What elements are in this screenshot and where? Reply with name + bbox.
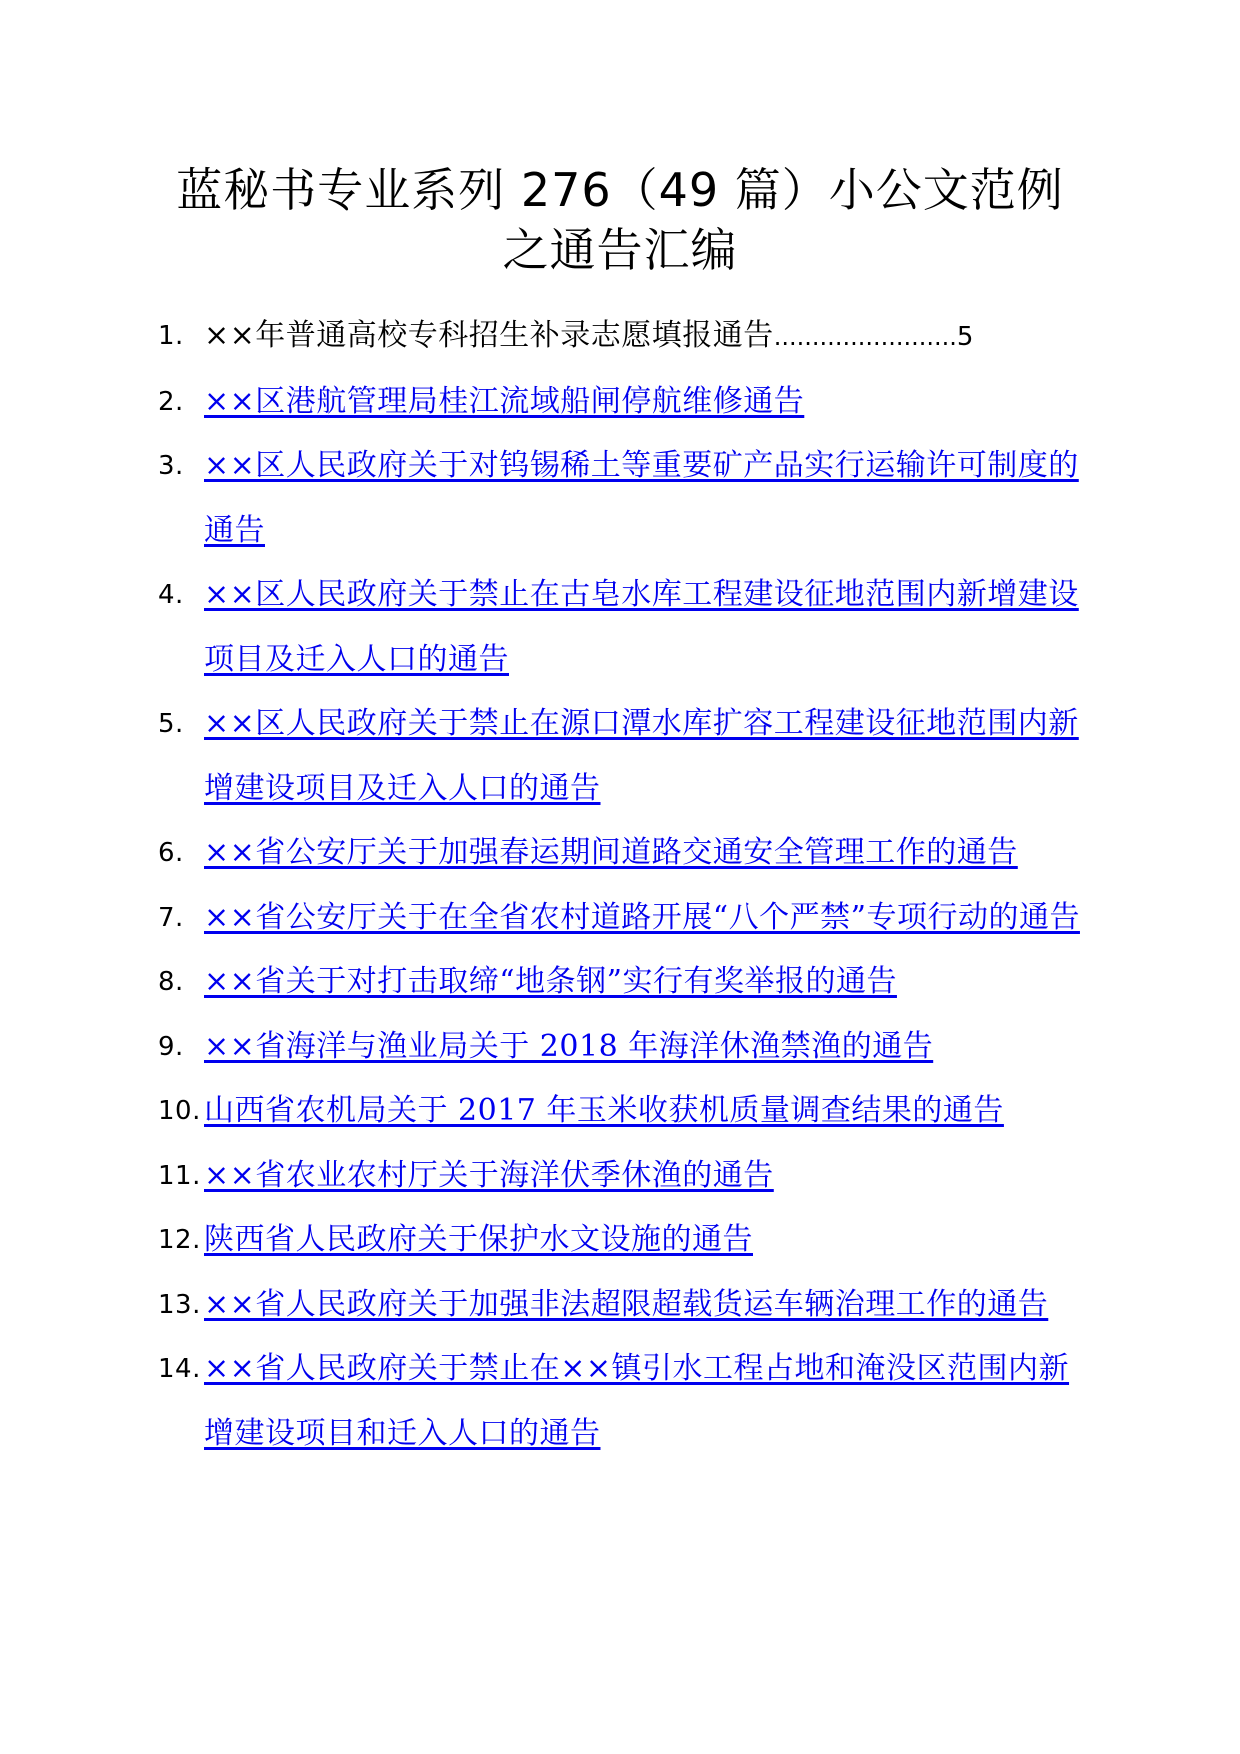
toc-entry[interactable] (158, 1273, 1098, 1338)
toc-entry-number: 2. (158, 386, 184, 417)
toc-entry-number: 10. (158, 1096, 201, 1126)
toc-entry-number: 12. (158, 1225, 201, 1255)
toc-entry-number: 3. (158, 451, 184, 481)
toc-entry[interactable] (158, 821, 1098, 886)
toc-entry[interactable] (158, 1015, 1098, 1080)
toc-entry (158, 304, 1098, 370)
toc-entry-link[interactable]: 陕西省人民政府关于保护水文设施的通告 (204, 1222, 753, 1257)
toc-page-number: 5 (956, 322, 974, 352)
toc-entry[interactable] (158, 692, 1098, 821)
toc-entry-link[interactable]: 山西省农机局关于 2017 年玉米收获机质量调查结果的通告 (204, 1093, 1004, 1128)
toc-entry-link[interactable]: ××省公安厅关于在全省农村道路开展“八个严禁”专项行动的通告 (204, 899, 1080, 935)
toc-entry-link[interactable]: ××省人民政府关于禁止在××镇引水工程占地和淹没区范围内新增建设项目和迁入人口的通告 (204, 1351, 1070, 1451)
toc-entry-number: 13. (158, 1289, 201, 1320)
title-line-2: 之通告汇编 (502, 223, 738, 277)
toc-entry-number: 11. (158, 1160, 201, 1191)
toc-entry-number: 9. (158, 1031, 184, 1062)
toc-entry-number: 1. (158, 321, 184, 351)
toc-entry-link[interactable]: ××省农业农村厅关于海洋伏季休渔的通告 (204, 1157, 774, 1193)
toc-entry[interactable] (158, 1079, 1098, 1144)
title-line-1: 蓝秘书专业系列 276（49 篇）小公文范例 (176, 163, 1064, 217)
toc-entry-number: 7. (158, 902, 184, 933)
toc-entry-title: ××年普通高校专科招生补录志愿填报通告 (204, 318, 774, 353)
toc-entry-link[interactable]: ××省海洋与渔业局关于 2018 年海洋休渔禁渔的通告 (204, 1028, 934, 1064)
toc-entry-number: 6. (158, 838, 184, 868)
toc-entry-link[interactable]: ××区人民政府关于禁止在古皂水库工程建设征地范围内新增建设项目及迁入人口的通告 (204, 577, 1079, 677)
table-of-contents (158, 304, 1098, 1466)
toc-entry-number: 8. (158, 967, 184, 997)
toc-entry-number: 14. (158, 1354, 201, 1384)
toc-entry-link[interactable]: ××区人民政府关于对钨锡稀土等重要矿产品实行运输许可制度的通告 (204, 448, 1079, 548)
toc-entry[interactable] (158, 1208, 1098, 1273)
toc-entry[interactable] (158, 1144, 1098, 1209)
toc-entry[interactable] (158, 886, 1098, 951)
toc-entry-link[interactable]: ××区人民政府关于禁止在源口潭水库扩容工程建设征地范围内新增建设项目及迁入人口的通告 (204, 706, 1079, 806)
toc-entry-number: 4. (158, 580, 184, 610)
toc-entry[interactable] (158, 950, 1098, 1015)
toc-dot-leader: ........................ (773, 323, 957, 351)
toc-entry-link[interactable]: ××省关于对打击取缔“地条钢”实行有奖举报的通告 (204, 964, 897, 999)
toc-entry-link[interactable]: ××区港航管理局桂江流域船闸停航维修通告 (204, 383, 805, 419)
toc-entry[interactable] (158, 563, 1098, 692)
toc-entry-link[interactable]: ××省公安厅关于加强春运期间道路交通安全管理工作的通告 (204, 835, 1018, 870)
toc-entry[interactable] (158, 370, 1098, 435)
page-title (150, 160, 1090, 280)
toc-entry-link[interactable]: ××省人民政府关于加强非法超限超载货运车辆治理工作的通告 (204, 1286, 1049, 1322)
toc-entry[interactable] (158, 434, 1098, 563)
toc-entry[interactable] (158, 1337, 1098, 1466)
toc-entry-number: 5. (158, 709, 184, 739)
